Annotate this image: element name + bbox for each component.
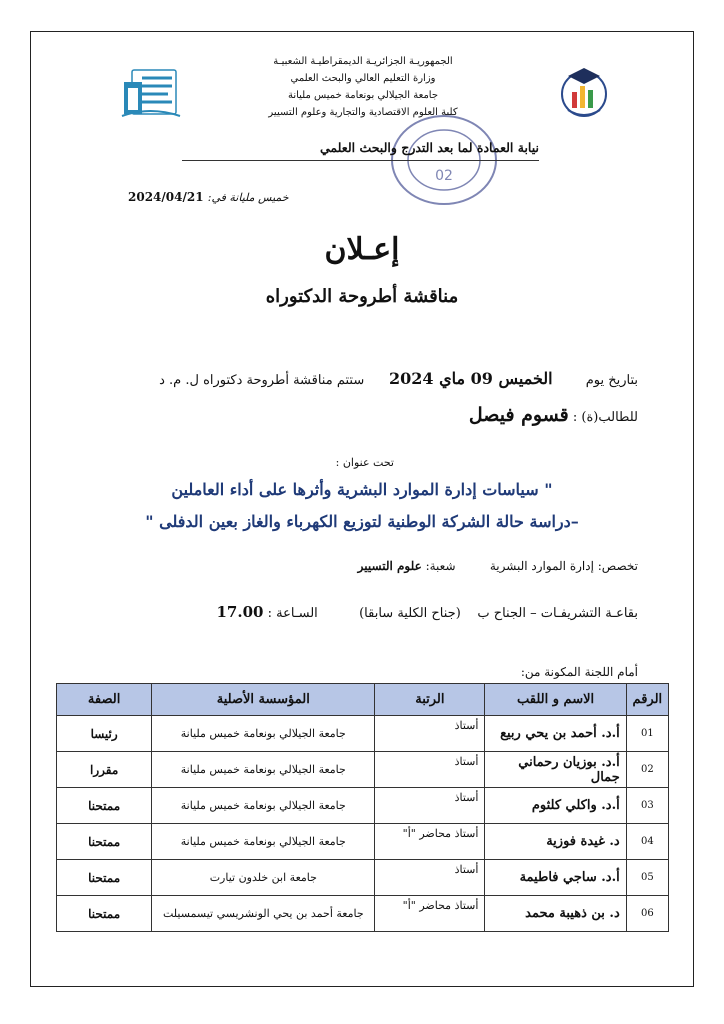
member-name: أ.د. ساجي فاطيمة: [485, 860, 626, 896]
member-role: ممتحنا: [57, 896, 152, 932]
member-rank: أستاذ: [375, 716, 485, 752]
table-row: [57, 860, 669, 896]
member-rank: أستاذ محاضر "أ": [375, 824, 485, 860]
member-name: أ.د. أحمد بن يحي ربيع: [485, 716, 626, 752]
member-institution: جامعة الجيلالي بونعامة خميس مليانة: [152, 752, 375, 788]
member-role: ممتحنا: [57, 860, 152, 896]
defense-date-line: [159, 369, 638, 388]
member-institution: جامعة الجيلالي بونعامة خميس مليانة: [152, 824, 375, 860]
table-row: [57, 716, 669, 752]
venue-line: [216, 603, 638, 621]
committee-table: [56, 683, 669, 932]
table-row: [57, 788, 669, 824]
specialty-label: تخصص:: [597, 559, 638, 573]
announcement-title: إعـلان: [324, 232, 400, 267]
member-number: 01: [626, 716, 668, 752]
date-label: خميس مليانة في:: [207, 191, 289, 204]
student-label: للطالب(ة) :: [572, 410, 638, 425]
specialty-line: [358, 559, 638, 573]
member-institution: جامعة ابن خلدون تيارت: [152, 860, 375, 896]
faculty-logo-icon: [558, 62, 610, 124]
member-name: د. غيدة فوزية: [485, 824, 626, 860]
member-number: 02: [626, 752, 668, 788]
thesis-title-line2: –دراسة حالة الشركة الوطنية لتوزيع الكهرباء والغاز بعين الدفلى ": [145, 512, 579, 531]
table-row: [57, 896, 669, 932]
member-rank: أستاذ: [375, 788, 485, 824]
member-name: أ.د. واكلي كلثوم: [485, 788, 626, 824]
header-number: الرقم: [626, 684, 668, 716]
member-role: ممتحنا: [57, 824, 152, 860]
branch-value: علوم التسيير: [357, 559, 422, 573]
header-name: الاسم و اللقب: [485, 684, 626, 716]
member-number: 03: [626, 788, 668, 824]
student-name: قسوم فيصل: [468, 404, 569, 426]
ministry-line: وزارة التعليم العالي والبحث العلمي: [290, 73, 436, 84]
member-rank: أستاذ محاضر "أ": [375, 896, 485, 932]
member-role: رئيسا: [57, 716, 152, 752]
deanery-title: نيابة العمادة لما بعد التدرج والبحث العلمي: [320, 140, 539, 155]
issue-date: [128, 190, 289, 204]
member-name: أ.د. بوزيان رحماني جمال: [485, 752, 626, 788]
venue-name: بقاعـة التشريفـات – الجناح ب: [477, 606, 638, 621]
table-row: [57, 824, 669, 860]
date-prefix: بتاريخ يوم: [585, 373, 638, 388]
university-line: جامعة الجيلالي بونعامة خميس مليانة: [287, 90, 439, 101]
date-value: 2024/04/21: [128, 190, 204, 204]
member-number: 06: [626, 896, 668, 932]
faculty-line: كلية العلوم الاقتصادية والتجارية وعلوم التسيير: [268, 107, 458, 118]
thesis-title-line1: " سياسات إدارة الموارد البشرية وأثرها على أداء العاملين: [171, 480, 553, 499]
stamp-number: 02: [435, 168, 453, 184]
header-rank: الرتبة: [375, 684, 485, 716]
member-name: د. بن ذهيبة محمد: [485, 896, 626, 932]
defense-day: الخميس 09 ماي 2024: [389, 369, 553, 388]
defense-text: ستتم مناقشة أطروحة دكتوراه ل. م. د: [159, 373, 365, 388]
member-role: مقررا: [57, 752, 152, 788]
time-label: السـاعة :: [267, 606, 318, 621]
header-role: الصفة: [57, 684, 152, 716]
table-row: [57, 752, 669, 788]
thesis-title-label: تحت عنوان :: [335, 456, 394, 469]
university-logo-icon: [118, 64, 182, 122]
header-divider: [182, 160, 539, 161]
branch-label: شعبة:: [425, 559, 456, 573]
member-institution: جامعة أحمد بن يحي الونشريسي تيسمسيلت: [152, 896, 375, 932]
member-number: 05: [626, 860, 668, 896]
header-institution: المؤسسة الأصلية: [152, 684, 375, 716]
time-value: 17.00: [216, 603, 264, 621]
member-role: ممتحنا: [57, 788, 152, 824]
member-rank: أستاذ: [375, 860, 485, 896]
venue-note: (جناح الكلية سابقا): [359, 606, 461, 621]
committee-intro: أمام اللجنة المكونة من:: [520, 665, 638, 679]
student-line: [469, 404, 638, 426]
member-number: 04: [626, 824, 668, 860]
member-institution: جامعة الجيلالي بونعامة خميس مليانة: [152, 788, 375, 824]
announcement-subtitle: مناقشة أطروحة الدكتوراه: [265, 286, 459, 307]
specialty-value: إدارة الموارد البشرية: [489, 559, 594, 573]
member-institution: جامعة الجيلالي بونعامة خميس مليانة: [152, 716, 375, 752]
committee-header-row: [57, 684, 669, 716]
member-rank: أستاذ: [375, 752, 485, 788]
republic-line: الجمهوريـة الجزائريـة الديمقراطيـة الشعبيـة: [273, 56, 453, 67]
